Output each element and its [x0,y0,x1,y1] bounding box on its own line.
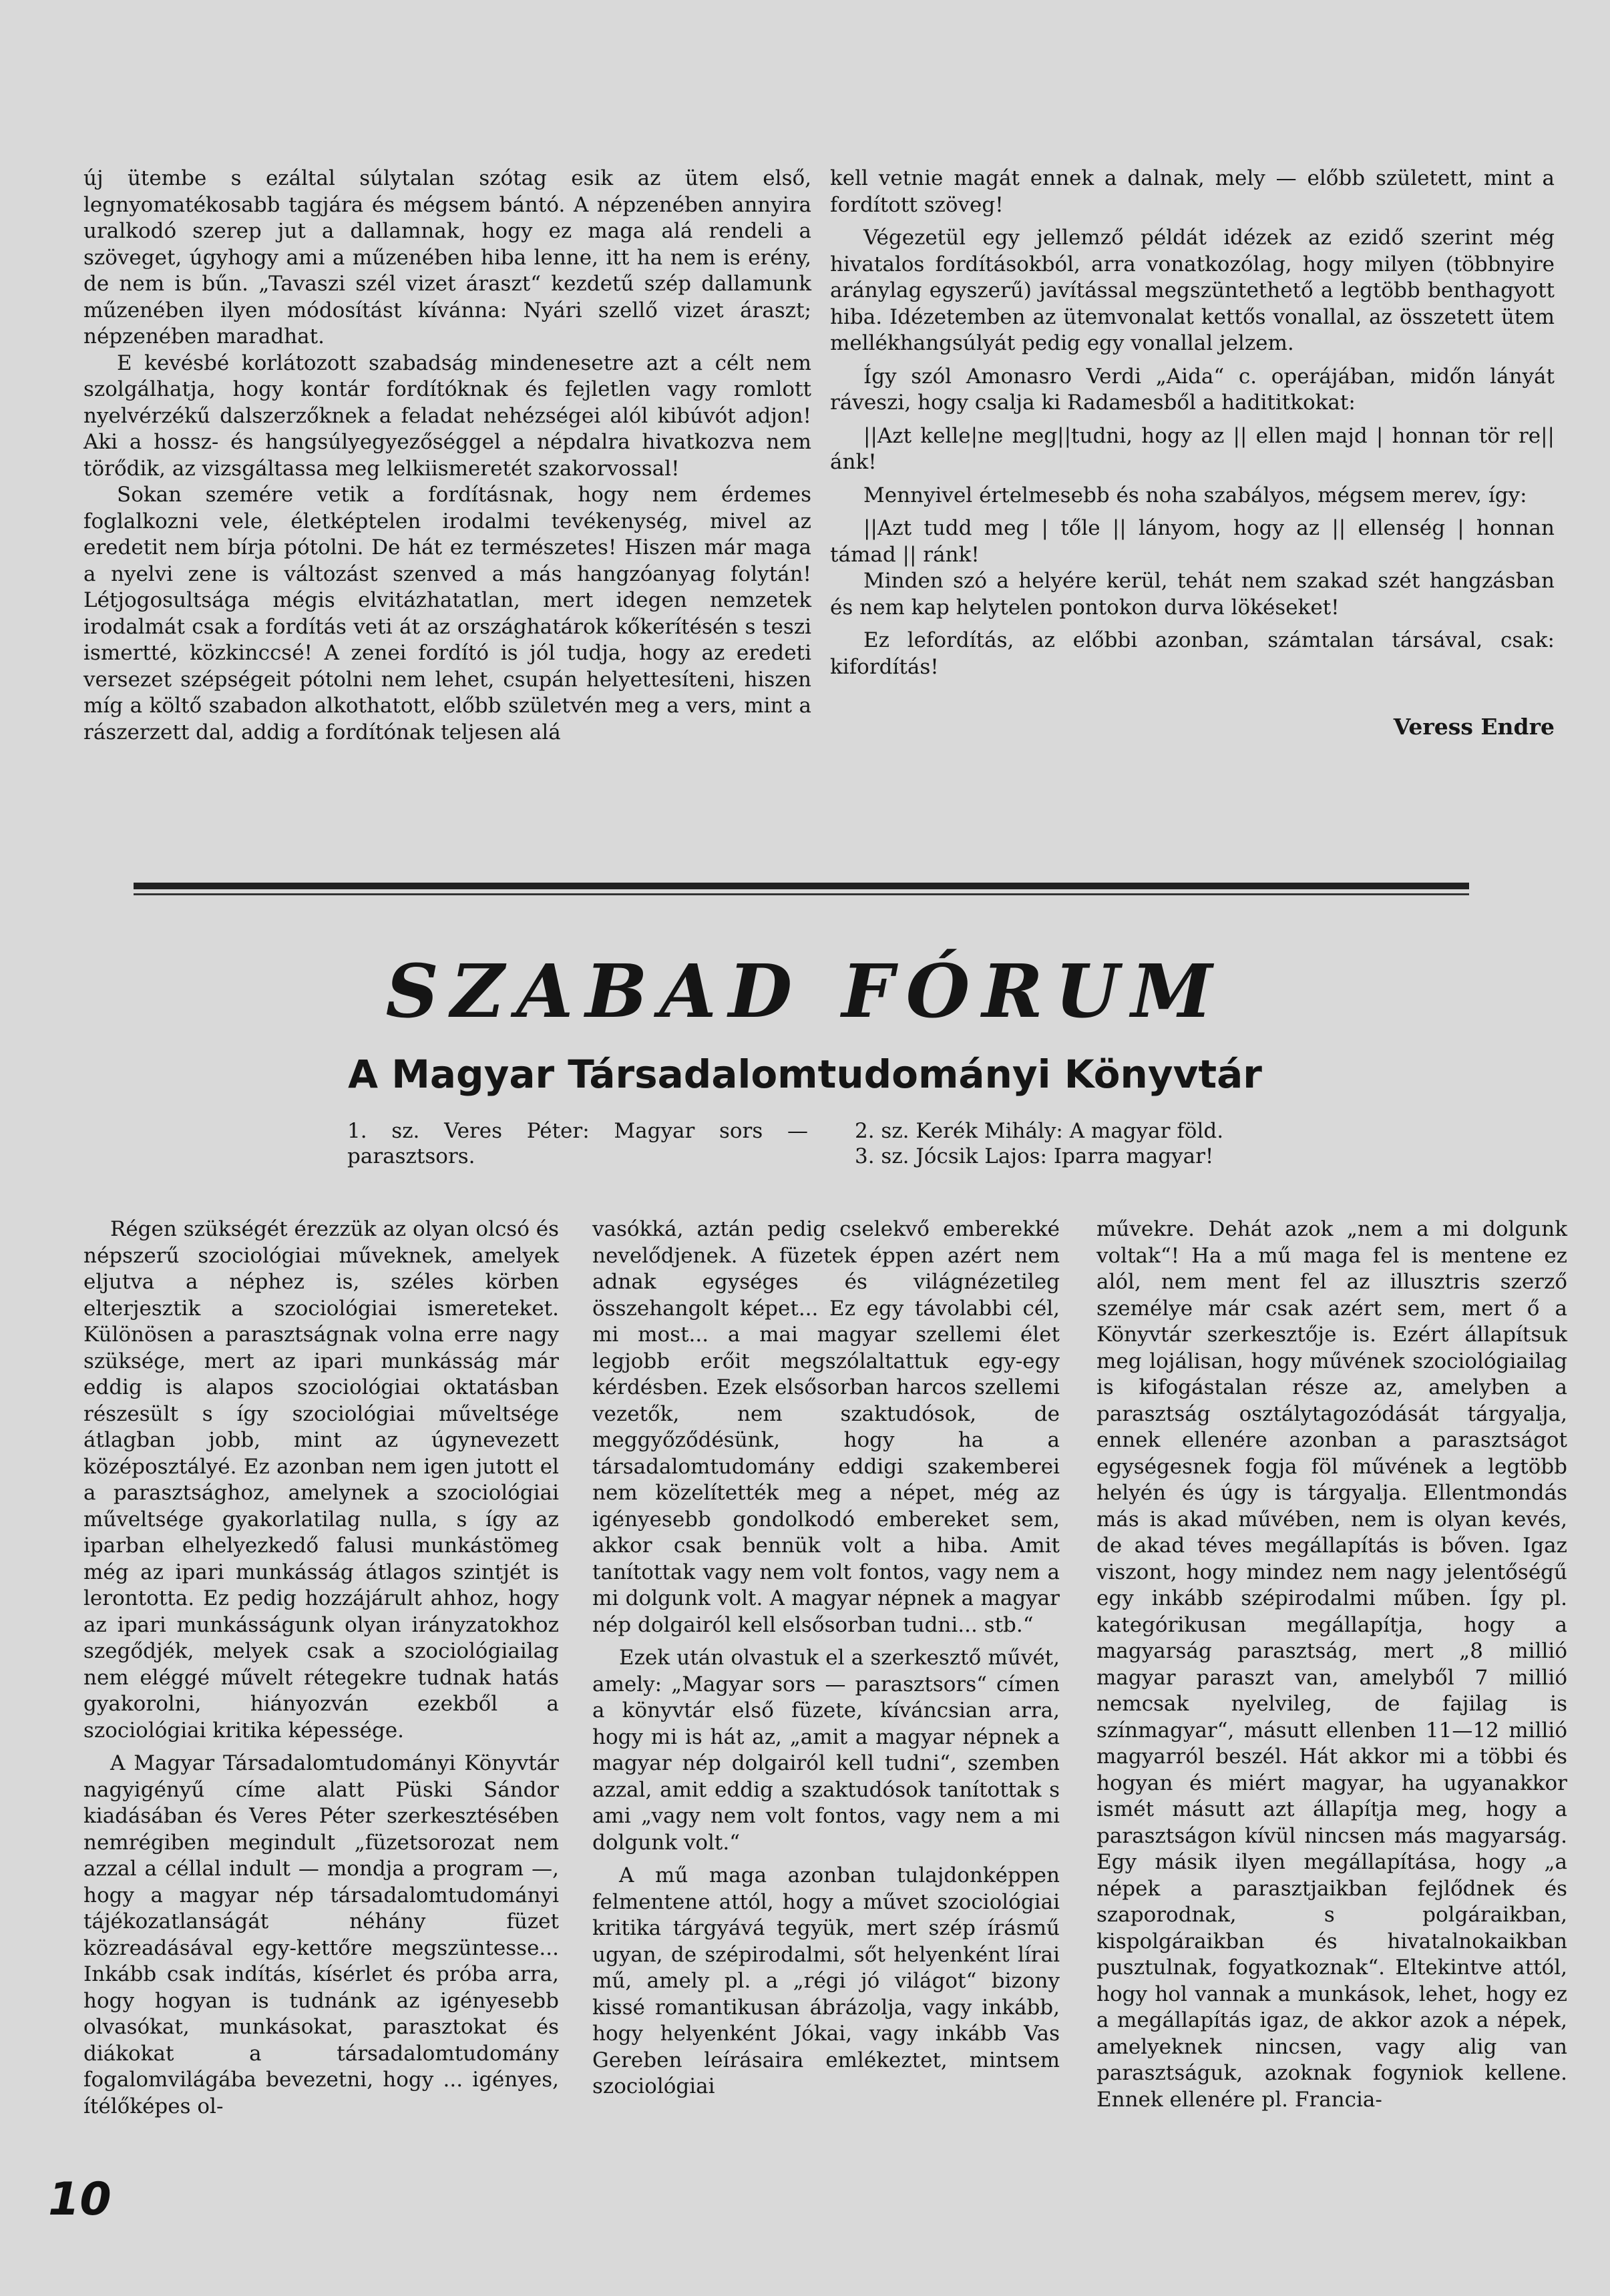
article-title: A Magyar Társadalomtudományi Könyvtár [348,1052,1262,1097]
paragraph: vasókká, aztán pedig cselekvő emberekké nevelődjenek. A füzetek éppen azért nem adnak egységes és világnézetileg összehangolt képet... Ez egy távolabbi cél, mi most... a mai magyar szellemi élet legjobb erőit megszólaltattuk egy-egy kérdésben. Ezek elsősorban harcos szellemi vezetők, nem szaktudósok, de meggyőződésünk, hogy ha a társadalomtudomány eddigi szakemberei nem közelítették meg a népet, még az igényesebb gondolkodó embereket sem, akkor csak bennük volt a hiba. Amit tanítottak vagy nem volt fontos, vagy nem a mi dolgunk volt. A magyar népnek a magyar nép dolgairól kell elsősorban tudni... stb.“ [592,1217,1060,1637]
paragraph: A Magyar Társadalomtudományi Könyvtár nagyigényű címe alatt Püski Sándor kiadásában és Veres Péter szerkesztésében nemrégiben megindult „füzetsorozat nem azzal a céllal indult — mondja a program —, hogy a magyar nép társadalomtudományi tájékozatlanságát néhány füzet közreadásával egy-kettőre megszüntesse... Inkább csak indítás, kísérlet és próba arra, hogy hogyan is tudnánk az igényesebb olvasókat, munkásokat, parasztokat és diákokat a társadalomtudomány fogalomvilágába bevezetni, hogy ... igényes, ítélőképes ol- [83,1751,559,2118]
paragraph: Sokan szemére vetik a fordításnak, hogy nem érdemes foglalkozni vele, életképtelen irodalmi tevékenység, mivel az eredetit nem bírja pótolni. De hát ez természetes! Hiszen már maga a nyelvi zene is változást szenved a más hangzóanyag folytán! Létjogosultsága mégis elvitázhatatlan, mert idegen nemzetek irodalmát csak a fordítás veti át az országhatárok kőkerítésén s teszi ismertté, közkinccsé! A zenei fordító is jól tudja, hogy az eredeti versezet szépségeit pótolni nem lehet, csupán helyettesíteni, hiszen míg a költő szabadon alkothatott, előbb születvén meg a vers, mint a rászerzett dal, addig a fordítónak teljesen alá [83,483,811,744]
series-item: 2. sz. Kerék Mihály: A magyar föld. [855,1119,1224,1143]
quote-original: ||Azt kelle|ne meg||tudni, hogy az || ellen majd | honnan tör re||ánk! [830,423,1555,474]
body-column-2 [592,1216,1060,2100]
body-column-1 [83,1216,559,2120]
paragraph: Minden szó a helyére kerül, tehát nem szakad szét hangzásban és nem kap helytelen pontokon durva lökéseket! [830,569,1555,620]
paragraph: Így szól Amonasro Verdi „Aida“ c. operájában, midőn lányát ráveszi, hogy csalja ki Radamesből a hadititkokat: [830,364,1555,415]
paragraph: Mennyivel értelmesebb és noha szabályos, mégsem merev, így: [863,483,1527,507]
body-column-3 [1096,1216,1567,2113]
quote-improved: ||Azt tudd meg | tőle || lányom, hogy az || ellenség | honnan támad || ránk! [830,516,1555,567]
paragraph: kell vetnie magát ennek a dalnak, mely — előbb született, mint a fordított szöveg! [830,166,1555,217]
paragraph: Régen szükségét érezzük az olyan olcsó és népszerű szociológiai műveknek, amelyek eljutva a néphez is, széles körben elterjesztik a szociológiai ismereteket. Különösen a parasztságnak volna erre nagy szüksége, mert az ipari munkásság már eddig is alapos szociológiai oktatásban részesült s így szociológiai műveltsége átlagban jobb, mint az úgynevezett középosztályé. Ez azonban nem igen jutott el a parasztsághoz, amelynek a szociológiai műveltsége gyakorlatilag nulla, s így az iparban elhelyezkedő falusi munkástömeg még az ipari munkásság átlagos szintjét is lerontotta. Ez pedig hozzájárult ahhoz, hogy az ipari munkásságunk olyan irányzatokhoz szegődjék, melyek csak a szociológiailag nem eléggé művelt rétegekre tudnak hatás gyakorolni, hiányozván ezekből a szociológiai kritika képessége. [83,1217,559,1743]
page-number: 10 [48,2173,112,2226]
author-signature: Veress Endre [1393,714,1555,740]
series-item: 3. sz. Jócsik Lajos: Iparra magyar! [855,1144,1214,1168]
paragraph: A mű maga azonban tulajdonképpen felmentene attól, hogy a művet szociológiai kritika tárgyává tegyük, mert szép írásmű ugyan, de szépirodalmi, sőt helyenként lírai mű, amely pl. a „régi jó világot“ bizony kissé romantikusan ábrázolja, vagy inkább, hogy helyenként Jókai, vagy inkább Vas Gereben leírásaira emlékeztet, mintsem szociológiai [592,1863,1060,2098]
section-divider [134,883,1469,889]
series-item: 1. sz. Veres Péter: Magyar sors — parasztsors. [347,1119,808,1168]
section-title: SZABAD FÓRUM [385,948,1225,1034]
series-list-right [855,1118,1322,1169]
paragraph: Végezetül egy jellemző példát idézek az ezidő szerint még hivatalos fordításokból, arra vonatkozólag, hogy milyen (többnyire aránylag egyszerű) javítással megszüntethető a legtöbb benthagyott hiba. Idézetemben az ütemvonalat kettős vonallal, az összetett ütem mellékhangsúlyát pedig egy vonallal jelzem. [830,226,1555,355]
paragraph: Ez lefordítás, az előbbi azonban, számtalan társával, csak: kifordítás! [830,628,1555,679]
paragraph: új ütembe s ezáltal súlytalan szótag esik az ütem első, legnyomatékosabb tagjára és mégsem bántó. A népzenében annyira uralkodó szerep jut a dallamnak, hogy ez maga alá rendeli a szöveget, úgyhogy ami a műzenében hiba lenne, itt ha nem is erény, de nem is bűn. „Tavaszi szél vizet áraszt“ kezdetű szép dallamunk műzenében ilyen módosítást kívánna: Nyári szellő vizet áraszt; népzenében maradhat. [83,166,811,349]
series-list-left [347,1118,808,1169]
paragraph: E kevésbé korlátozott szabadság mindenesetre azt a célt nem szolgálhatja, hogy kontár fordítóknak és fejletlen vagy romlott nyelvérzékű dalszerzőknek a feladat nehézségei alól kibúvót adjon! Aki a hossz- és hangsúlyegyezőséggel a népdalra hivatkozva nem törődik, az vizsgáltassa meg lelkiismeretét szakorvossal! [83,351,811,481]
top-right-column [830,166,1555,740]
paragraph: művekre. Dehát azok „nem a mi dolgunk voltak“! Ha a mű maga fel is mentene ez alól, nem ment fel az illusztris szerző személye már csak azért sem, mert ő a Könyvtár szerkesztője is. Ezért állapítsuk meg lojálisan, hogy művének szociológiailag is kifogástalan része az, amelyben a parasztság osztálytagozódását tárgyalja, ennek ellenére azonban a parasztságot egységesnek fogja föl művének a legtöbb helyén és úgy is tárgyalja. Ellentmondás más is akad művében, nem is olyan kevés, de akad téves megállapítás is bőven. Igaz viszont, hogy mindez nem nagy jelentőségű egy inkább szépirodalmi műben. Így pl. kategórikusan megállapítja, hogy a magyarság parasztság, mert „8 millió magyar paraszt van, amelyből 7 millió nemcsak nyelvileg, de fajilag is színmagyar“, másutt ellenben 11—12 millió magyarról beszél. Hát akkor mi a többi és hogyan és miért magyar, ha ugyanakkor ismét másutt azt állapítja meg, hogy a parasztságon kívül nincsen más magyarság. Egy másik ilyen megállapítása, hogy „a népek a parasztjaikban fejlődnek és szaporodnak, s polgáraikban, kispolgáraikban és hivatalnokaikban pusztulnak, fogyatkoznak“. Eltekintve attól, hogy hol vannak a munkások, lehet, hogy ez a megállapítás igaz, de akkor azok a népek, amelyeknek nincsen, vagy alig van parasztságuk, azoknak fogyniok kellene. Ennek ellenére pl. Francia- [1096,1217,1567,2112]
paragraph: Ezek után olvastuk el a szerkesztő művét, amely: „Magyar sors — parasztsors“ címen a könyvtár első füzete, kíváncsian arra, hogy mi is hát az, „amit a magyar népnek a magyar nép dolgairól kell tudni“, szemben azzal, amit eddig a szaktudósok tanítottak s ami „vagy nem volt fontos, vagy nem a mi dolgunk volt.“ [592,1646,1060,1855]
section-divider-thin [134,893,1469,895]
top-left-column [83,166,811,746]
